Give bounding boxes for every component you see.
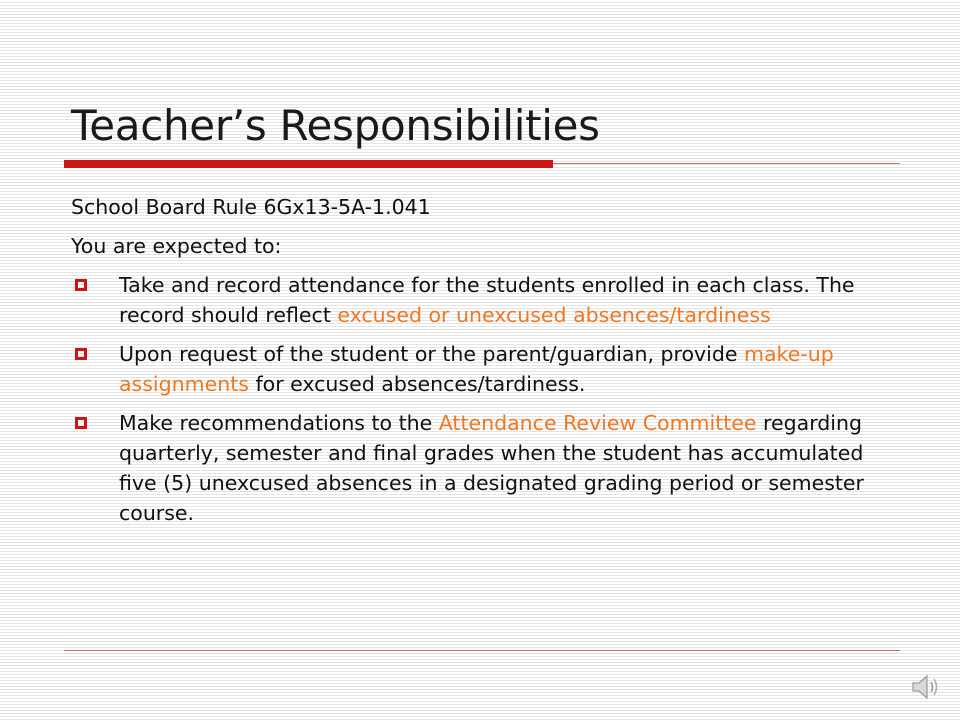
title-underline-bar <box>64 160 553 168</box>
bullet-text: Upon request of the student or the parent/guardian, provide <box>119 342 745 366</box>
square-bullet-icon <box>75 279 87 291</box>
bullet-item <box>71 339 901 399</box>
bullet-text: regarding quarterly, semester and final grades when the student has accumulated five (5) unexcused absences in a designated grading period or semester course. <box>119 411 864 525</box>
slide-body <box>71 192 901 537</box>
highlighted-text: Attendance Review Committee <box>438 411 757 435</box>
intro-text: You are expected to: <box>71 234 282 258</box>
bullet-text: Take and record attendance for the students enrolled in each class. The record should reflect <box>119 273 855 327</box>
highlighted-text: make-up assignments <box>119 342 834 396</box>
bullet-text: Make recommendations to the <box>119 411 439 435</box>
bullet-item <box>71 270 901 330</box>
square-bullet-icon <box>75 417 87 429</box>
rule-reference: School Board Rule 6Gx13-5A-1.041 <box>71 195 431 219</box>
square-bullet-icon <box>75 348 87 360</box>
bullet-text: for excused absences/tardiness. <box>248 372 586 396</box>
highlighted-text: excused or unexcused absences/tardiness <box>337 303 771 327</box>
bullet-item <box>71 408 901 528</box>
speaker-icon[interactable] <box>910 672 942 702</box>
title-divider-line <box>553 163 900 164</box>
bullet-list <box>71 270 901 528</box>
slide-title: Teacher’s Responsibilities <box>71 101 600 150</box>
footer-divider-line <box>64 650 900 651</box>
